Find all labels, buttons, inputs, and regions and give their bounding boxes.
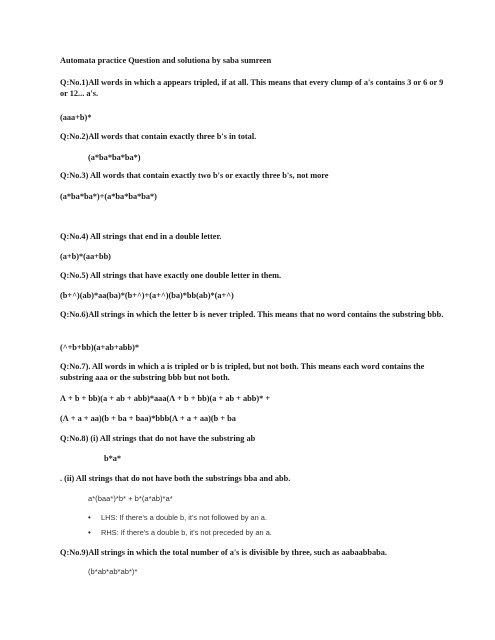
answer-3: (a*ba*ba*)+(a*ba*ba*ba*) <box>60 192 157 201</box>
question-3: Q:No.3) All words that contain exactly two b's or exactly three b's, not more <box>60 171 329 180</box>
question-8-part-2: . (ii) All strings that do not have both the substrings bba and abb. <box>60 474 291 483</box>
answer-4: (a+b)*(aa+bb) <box>60 252 111 261</box>
question-7: Q:No.7). All words in which a is tripled or b is tripled, but not both. This means each word contains the substring aaa or the substring bbb but not both. <box>60 362 425 382</box>
answer-8-part-2: a*(baa*)*b* + b*(a*ab)*a* <box>88 494 173 503</box>
question-4: Q:No.4) All strings that end in a double letter. <box>60 232 222 241</box>
question-9: Q:No.9)All strings in which the total number of a's is divisible by three, such as aabaabbaba. <box>60 548 388 557</box>
question-5: Q:No.5) All strings that have exactly one double letter in them. <box>60 271 282 280</box>
answer-7-line-2: (Λ + a + aa)(b + ba + baa)*bbb(Λ + a + aa)(b + ba <box>60 414 236 423</box>
document-title: Automata practice Question and solutiona by saba sumreen <box>60 56 272 65</box>
bullet-icon: • <box>88 513 91 522</box>
question-1: Q:No.1)All words in which a appears tripled, if at all. This means that every clump of a's contains 3 or 6 or 9 or 12... a's. <box>60 78 444 98</box>
answer-6: (^+b+bb)(a+ab+abb)* <box>60 343 140 352</box>
answer-9: (b*ab*ab*ab*)* <box>88 567 138 576</box>
bullet-icon: • <box>88 528 91 537</box>
bullet-lhs: LHS: If there's a double b, it's not followed by an a. <box>101 513 267 522</box>
answer-1: (aaa+b)* <box>60 113 92 122</box>
question-6: Q:No.6)All strings in which the letter b is never tripled. This means that no word contains the substring bbb. <box>60 310 444 319</box>
answer-8-part-1: b*a* <box>104 454 122 463</box>
answer-7-line-1: Λ + b + bb)(a + ab + abb)*aaa(Λ + b + bb)(a + ab + abb)* + <box>60 394 271 403</box>
question-2: Q:No.2)All words that contain exactly three b's in total. <box>60 132 257 141</box>
question-8: Q:No.8) (i) All strings that do not have the substring ab <box>60 434 256 443</box>
bullet-rhs: RHS: If there's a double b, it's not preceded by an a. <box>101 528 272 537</box>
answer-2: (a*ba*ba*ba*) <box>88 153 141 162</box>
answer-5: (b+^)(ab)*aa(ba)*(b+^)+(a+^)(ba)*bb(ab)*(a+^) <box>60 291 234 300</box>
